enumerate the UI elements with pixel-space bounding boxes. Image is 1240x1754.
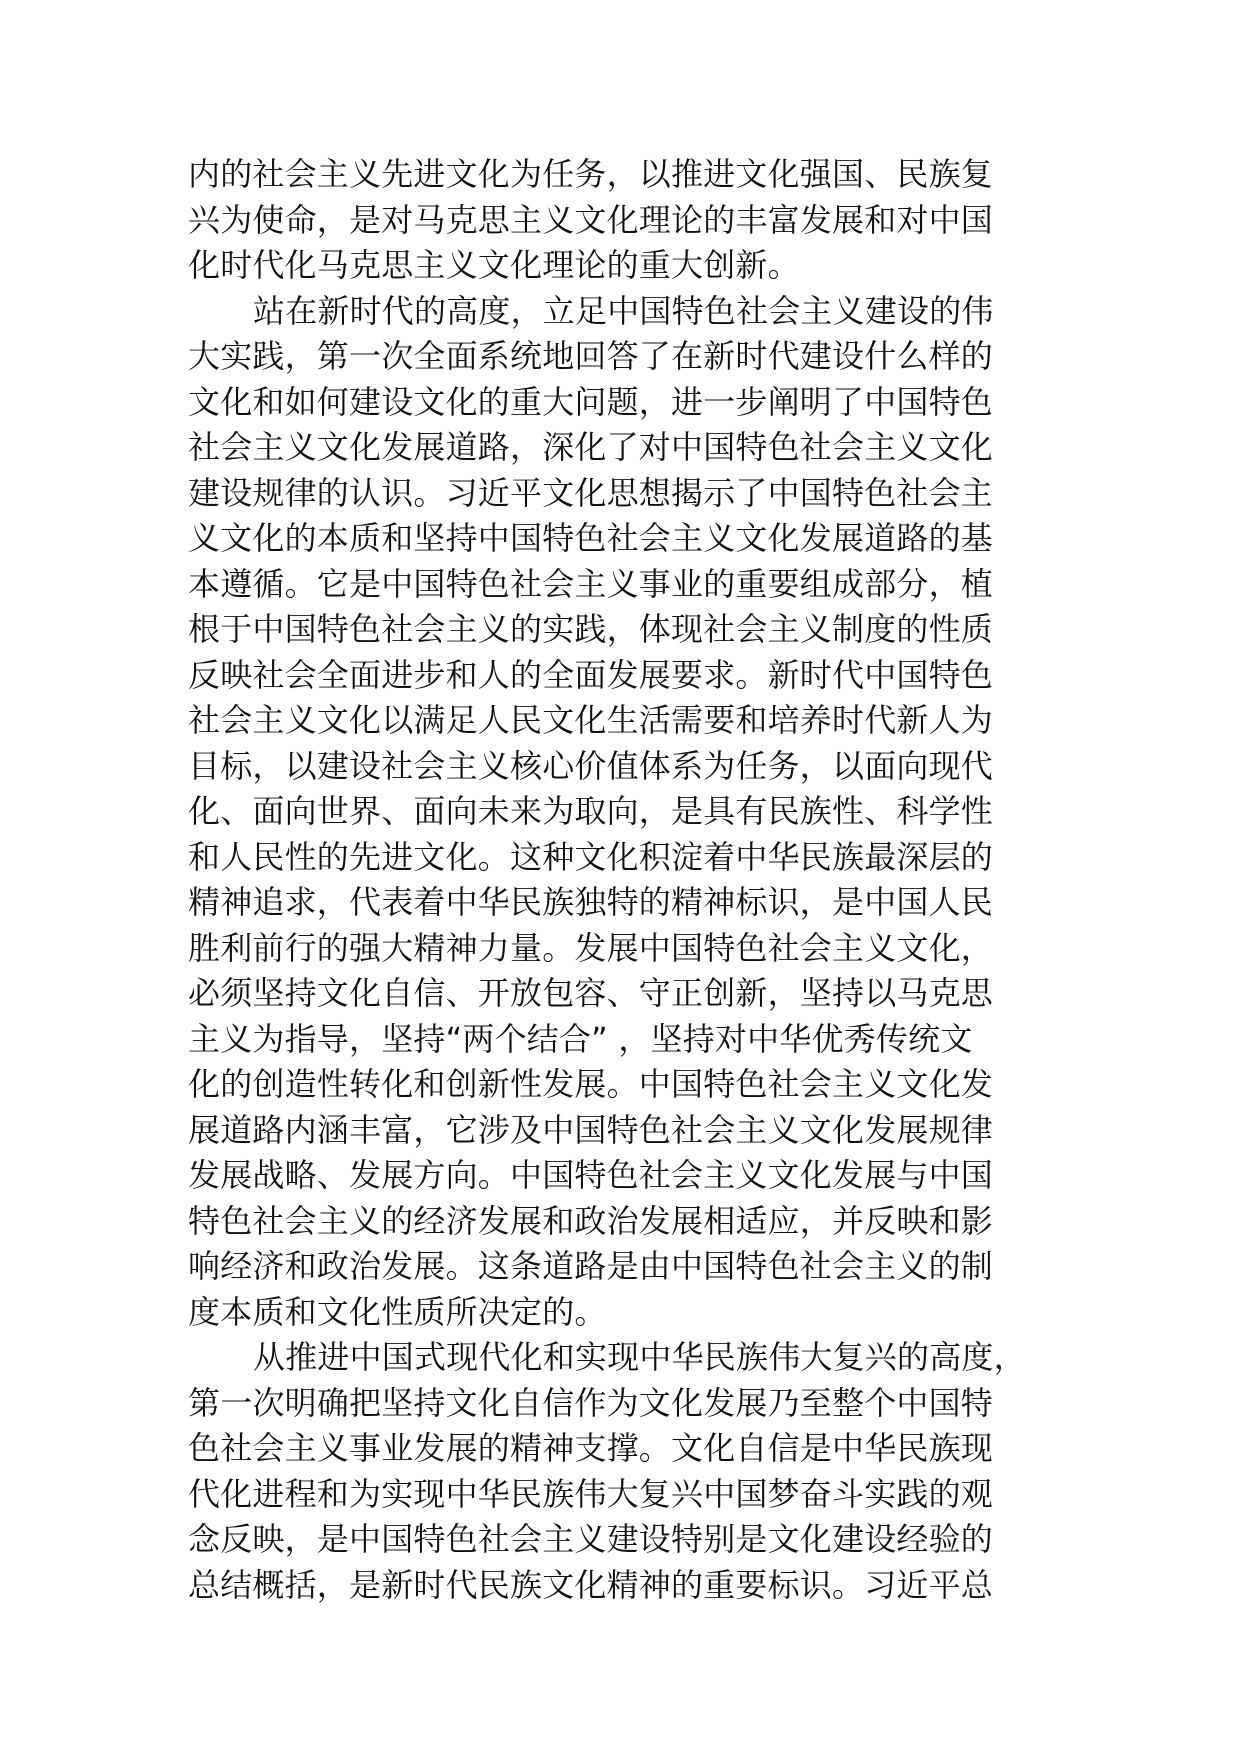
text-line: 特色社会主义的经济发展和政治发展相适应，并反映和影	[188, 1201, 994, 1240]
text-line: 发展战略、发展方向。中国特色社会主义文化发展与中国	[188, 1156, 994, 1194]
text-line: 兴为使命，是对马克思主义文化理论的丰富发展和对中国	[188, 200, 994, 239]
text-line: 化、面向世界、面向未来为取向，是具有民族性、科学性	[188, 792, 994, 830]
text-line: 根于中国特色社会主义的实践，体现社会主义制度的性质	[188, 610, 994, 648]
text-line: 社会主义文化以满足人民文化生活需要和培养时代新人为	[188, 701, 994, 739]
text-line: 度本质和文化性质所决定的。	[188, 1292, 607, 1331]
text-line: 大实践，第一次全面系统地回答了在新时代建设什么样的	[188, 337, 994, 375]
text-line: 念反映，是中国特色社会主义建设特别是文化建设经验的	[188, 1520, 994, 1558]
text-line: 色社会主义事业发展的精神支撑。文化自信是中华民族现	[188, 1429, 994, 1467]
text-line: 必须坚持文化自信、开放包容、守正创新，坚持以马克思	[188, 974, 994, 1012]
text-line: 胜利前行的强大精神力量。发展中国特色社会主义文化，	[188, 928, 994, 967]
text-line: 目标，以建设社会主义核心价值体系为任务，以面向现代	[188, 746, 994, 785]
text-line: 本遵循。它是中国特色社会主义事业的重要组成部分，植	[188, 564, 994, 603]
text-line: 内的社会主义先进文化为任务，以推进文化强国、民族复	[188, 155, 994, 193]
text-line: 文化和如何建设文化的重大问题，进一步阐明了中国特色	[188, 382, 994, 421]
text-line: 总结概括，是新时代民族文化精神的重要标识。习近平总	[188, 1565, 994, 1604]
text-line: 化的创造性转化和创新性发展。中国特色社会主义文化发	[188, 1065, 994, 1103]
text-line: 主义为指导，坚持“两个结合” ，坚持对中华优秀传统文	[188, 1019, 973, 1058]
text-line: 精神追求，代表着中华民族独特的精神标识，是中国人民	[188, 883, 994, 921]
text-line: 建设规律的认识。习近平文化思想揭示了中国特色社会主	[188, 473, 994, 512]
paragraph-first-line: 站在新时代的高度，立足中国特色社会主义建设的伟	[253, 291, 994, 330]
paragraph-first-line: 从推进中国式现代化和实现中华民族伟大复兴的高度，	[253, 1338, 1026, 1376]
text-line: 化时代化马克思主义文化理论的重大创新。	[188, 246, 800, 284]
text-line: 响经济和政治发展。这条道路是由中国特色社会主义的制	[188, 1247, 994, 1285]
text-line: 第一次明确把坚持文化自信作为文化发展乃至整个中国特	[188, 1383, 994, 1422]
text-line: 反映社会全面进步和人的全面发展要求。新时代中国特色	[188, 655, 994, 694]
text-line: 和人民性的先进文化。这种文化积淀着中华民族最深层的	[188, 837, 994, 876]
text-line: 代化进程和为实现中华民族伟大复兴中国梦奋斗实践的观	[188, 1474, 994, 1513]
text-line: 义文化的本质和坚持中国特色社会主义文化发展道路的基	[188, 519, 994, 557]
text-line: 展道路内涵丰富，它涉及中国特色社会主义文化发展规律	[188, 1110, 994, 1149]
body-text	[188, 152, 1088, 1608]
text-line: 社会主义文化发展道路，深化了对中国特色社会主义文化	[188, 428, 994, 466]
